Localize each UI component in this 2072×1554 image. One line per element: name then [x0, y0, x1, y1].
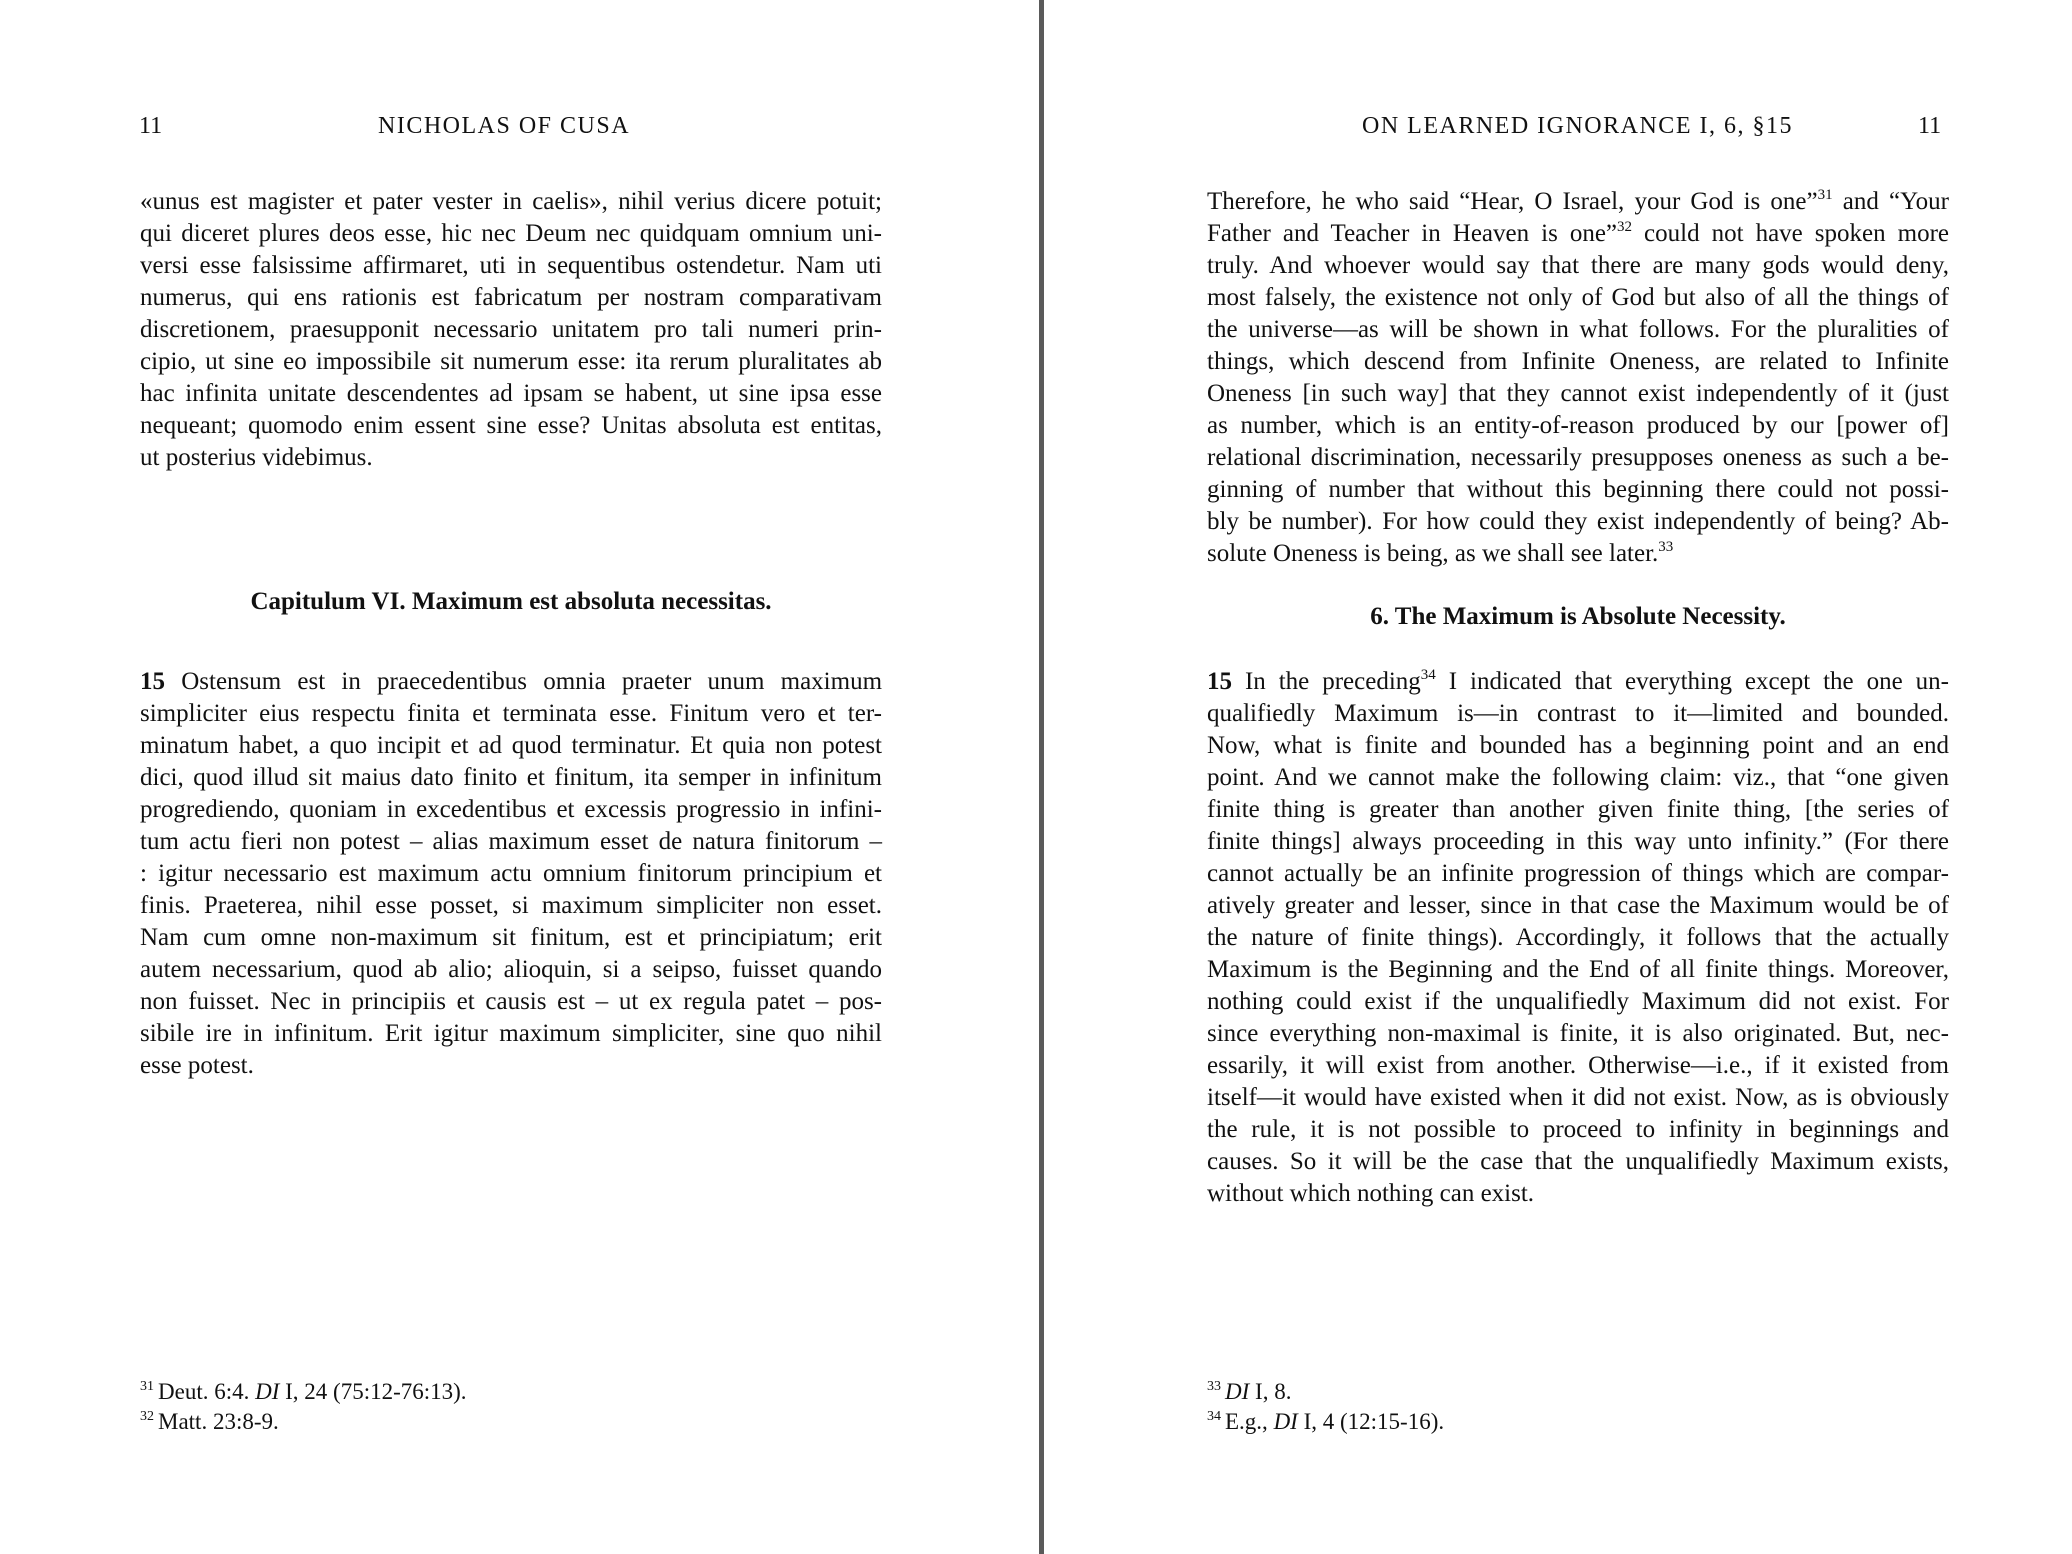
text-line: [140, 826, 882, 858]
text-line: [1207, 954, 1949, 986]
line-text: dici, quod illud sit maius dato finito et finitum, ita semper in infinitum: [140, 764, 882, 791]
text-line: [140, 858, 882, 890]
text-line: [1207, 250, 1949, 282]
text-line: [1207, 1018, 1949, 1050]
footnote: [1207, 1407, 1444, 1437]
line-text: minatum habet, a quo incipit et ad quod terminatur. Et quia non potest: [140, 732, 882, 759]
text-line: [140, 282, 882, 314]
text-line: [1207, 922, 1949, 954]
footnote-reference: 34: [1420, 667, 1436, 683]
footnote-text: Deut. 6:4.: [158, 1379, 256, 1404]
text-line: [1207, 794, 1949, 826]
text-line: [140, 986, 882, 1018]
text-line: [140, 922, 882, 954]
text-line: [140, 954, 882, 986]
text-line: [1207, 826, 1949, 858]
text-line: [140, 186, 882, 218]
line-text: simpliciter eius respectu finita et terminata esse. Finitum vero et ter-: [140, 700, 882, 727]
line-text: : igitur necessario est maximum actu omnium finitorum principium et: [140, 860, 882, 887]
text-line: [1207, 346, 1949, 378]
line-text: numerus, qui ens rationis est fabricatum per nostram comparativam: [140, 284, 882, 311]
text-line: [140, 666, 882, 698]
footnote-mark: 34: [1207, 1409, 1221, 1424]
line-text: non fuisset. Nec in principiis et causis est – ut ex regula patet – pos-: [140, 988, 882, 1015]
section-number: 15: [140, 668, 165, 695]
line-text: Father and Teacher in Heaven is one”: [1207, 220, 1618, 247]
text-line: [1207, 698, 1949, 730]
line-text: Oneness [in such way] that they cannot exist independently of it (just: [1207, 380, 1949, 407]
text-line: [1207, 314, 1949, 346]
line-text: ut posterius videbimus.: [140, 444, 373, 471]
line-text: ginning of number that without this beginning there could not possi-: [1207, 476, 1949, 503]
line-text: progrediendo, quoniam in excedentibus et excessis progressio in infini-: [140, 796, 882, 823]
text-line: [1207, 474, 1949, 506]
text-line: [1207, 1050, 1949, 1082]
line-text: the nature of finite things). Accordingly, it follows that the actually: [1207, 924, 1949, 951]
text-line: [140, 730, 882, 762]
line-text: finite things] always proceeding in this way unto infinity.” (For there: [1207, 828, 1949, 855]
line-text: bly be number). For how could they exist independently of being? Ab-: [1207, 508, 1949, 535]
text-line: [1207, 410, 1949, 442]
text-line: [140, 1050, 882, 1082]
line-text: could not have spoken more: [1632, 220, 1950, 247]
text-line: [1207, 506, 1949, 538]
section-number: 15: [1207, 668, 1232, 695]
footnote: [1207, 1377, 1444, 1407]
line-text: «unus est magister et pater vester in caelis», nihil verius dicere potuit;: [140, 188, 882, 215]
line-text: nequeant; quomodo enim essent sine esse? Unitas absoluta est entitas,: [140, 412, 882, 439]
text-line: [1207, 858, 1949, 890]
text-line: [140, 1018, 882, 1050]
line-text: Therefore, he who said “Hear, O Israel, your God is one”: [1207, 188, 1818, 215]
right-continuation-paragraph: [1207, 186, 1949, 570]
text-line: [140, 762, 882, 794]
text-line: [1207, 1082, 1949, 1114]
left-continuation-paragraph: [140, 186, 882, 474]
line-text: Ostensum est in praecedentibus omnia praeter unum maximum: [181, 668, 883, 695]
text-line: [1207, 538, 1949, 570]
line-text: essarily, it will exist from another. Otherwise—i.e., if it existed from: [1207, 1052, 1949, 1079]
text-line: [140, 218, 882, 250]
line-text: cannot actually be an infinite progression of things which are compar-: [1207, 860, 1949, 887]
line-text: hac infinita unitate descendentes ad ipsam se habent, ut sine ipsa esse: [140, 380, 882, 407]
text-line: [140, 346, 882, 378]
line-text: the rule, it is not possible to proceed to infinity in beginnings and: [1207, 1116, 1949, 1143]
footnote-text: I, 8.: [1249, 1379, 1292, 1404]
line-text: relational discrimination, necessarily presupposes oneness as such a be-: [1207, 444, 1949, 471]
text-line: [1207, 730, 1949, 762]
line-text: tum actu fieri non potest – alias maximum esset de natura finitorum –: [140, 828, 882, 855]
footnote-reference: 32: [1617, 219, 1633, 235]
line-text: Nam cum omne non-maximum sit finitum, est et principiatum; erit: [140, 924, 882, 951]
line-text: and “Your: [1832, 188, 1949, 215]
line-text: causes. So it will be the case that the unqualifiedly Maximum exists,: [1207, 1148, 1949, 1175]
text-line: [1207, 378, 1949, 410]
right-section-15-paragraph: [1207, 666, 1949, 1210]
text-line: [1207, 186, 1949, 218]
line-text: esse potest.: [140, 1052, 254, 1079]
footnote-text: I, 24 (75:12-76:13).: [279, 1379, 467, 1404]
right-page-number: 11: [1918, 113, 1942, 139]
text-line: [140, 378, 882, 410]
text-line: [1207, 890, 1949, 922]
line-text: finite thing is greater than another given finite thing, [the series of: [1207, 796, 1949, 823]
footnote-text: Matt. 23:8-9.: [158, 1409, 279, 1434]
line-text: qualifiedly Maximum is—in contrast to it—limited and bounded.: [1207, 700, 1949, 727]
line-text: versi esse falsissime affirmaret, uti in sequentibus ostendetur. Nam uti: [140, 252, 882, 279]
text-line: [1207, 282, 1949, 314]
line-text: Now, what is finite and bounded has a beginning point and an end: [1207, 732, 1949, 759]
text-line: [140, 442, 882, 474]
text-line: [1207, 762, 1949, 794]
footnote-reference: 33: [1658, 539, 1674, 555]
line-text: qui diceret plures deos esse, hic nec Deum nec quidquam omnium uni-: [140, 220, 882, 247]
footnote-abbrev: DI: [255, 1379, 280, 1404]
footnote-text: E.g.,: [1225, 1409, 1274, 1434]
left-footnotes: [140, 1377, 467, 1437]
line-text: In the preceding: [1232, 668, 1421, 695]
line-text: most falsely, the existence not only of God but also of all the things of: [1207, 284, 1949, 311]
right-running-head-title: ON LEARNED IGNORANCE I, 6, §15: [1362, 113, 1793, 139]
line-text: point. And we cannot make the following claim: viz., that “one given: [1207, 764, 1949, 791]
text-line: [1207, 442, 1949, 474]
footnote-mark: 32: [140, 1409, 154, 1424]
footnote-mark: 33: [1207, 1379, 1221, 1394]
line-text: discretionem, praesupponit necessario unitatem pro tali numeri prin-: [140, 316, 882, 343]
text-line: [1207, 666, 1949, 698]
footnote: [140, 1407, 467, 1437]
line-text: nothing could exist if the unqualifiedly Maximum did not exist. For: [1207, 988, 1949, 1015]
line-text: atively greater and lesser, since in that case the Maximum would be of: [1207, 892, 1949, 919]
left-running-head-title: NICHOLAS OF CUSA: [378, 113, 631, 139]
text-line: [140, 890, 882, 922]
line-text: the universe—as will be shown in what follows. For the pluralities of: [1207, 316, 1949, 343]
footnote-text: I, 4 (12:15-16).: [1297, 1409, 1445, 1434]
line-text: autem necessarium, quod ab alio; alioquin, si a seipso, fuisset quando: [140, 956, 882, 983]
text-line: [140, 314, 882, 346]
text-line: [140, 410, 882, 442]
line-text: without which nothing can exist.: [1207, 1180, 1535, 1207]
text-line: [1207, 1114, 1949, 1146]
left-page-number: 11: [139, 113, 163, 139]
line-text: solute Oneness is being, as we shall see later.: [1207, 540, 1659, 567]
right-page-english: [1044, 0, 2072, 1554]
footnote-mark: 31: [140, 1379, 154, 1394]
text-line: [140, 794, 882, 826]
line-text: itself—it would have existed when it did not exist. Now, as is obviously: [1207, 1084, 1949, 1111]
text-line: [140, 698, 882, 730]
line-text: finis. Praeterea, nihil esse posset, si maximum simpliciter non esset.: [140, 892, 882, 919]
line-text: cipio, ut sine eo impossibile sit numerum esse: ita rerum pluralitates ab: [140, 348, 882, 375]
text-line: [1207, 218, 1949, 250]
right-chapter-heading: 6. The Maximum is Absolute Necessity.: [1370, 603, 1786, 630]
line-text: truly. And whoever would say that there are many gods would deny,: [1207, 252, 1949, 279]
text-line: [1207, 1146, 1949, 1178]
left-chapter-heading: Capitulum VI. Maximum est absoluta necessitas.: [250, 588, 772, 615]
footnote-reference: 31: [1817, 187, 1833, 203]
footnote-abbrev: DI: [1273, 1409, 1298, 1434]
line-text: since everything non-maximal is finite, it is also originated. But, nec-: [1207, 1020, 1949, 1047]
text-line: [1207, 1178, 1949, 1210]
right-footnotes: [1207, 1377, 1444, 1437]
line-text: sibile ire in infinitum. Erit igitur maximum simpliciter, sine quo nihil: [140, 1020, 882, 1047]
line-text: I indicated that everything except the one un-: [1435, 668, 1949, 695]
line-text: as number, which is an entity-of-reason produced by our [power of]: [1207, 412, 1949, 439]
footnote: [140, 1377, 467, 1407]
footnote-abbrev: DI: [1225, 1379, 1250, 1404]
line-text: Maximum is the Beginning and the End of all finite things. Moreover,: [1207, 956, 1949, 983]
line-text: things, which descend from Infinite Oneness, are related to Infinite: [1207, 348, 1949, 375]
left-section-15-paragraph: [140, 666, 882, 1082]
text-line: [140, 250, 882, 282]
text-line: [1207, 986, 1949, 1018]
